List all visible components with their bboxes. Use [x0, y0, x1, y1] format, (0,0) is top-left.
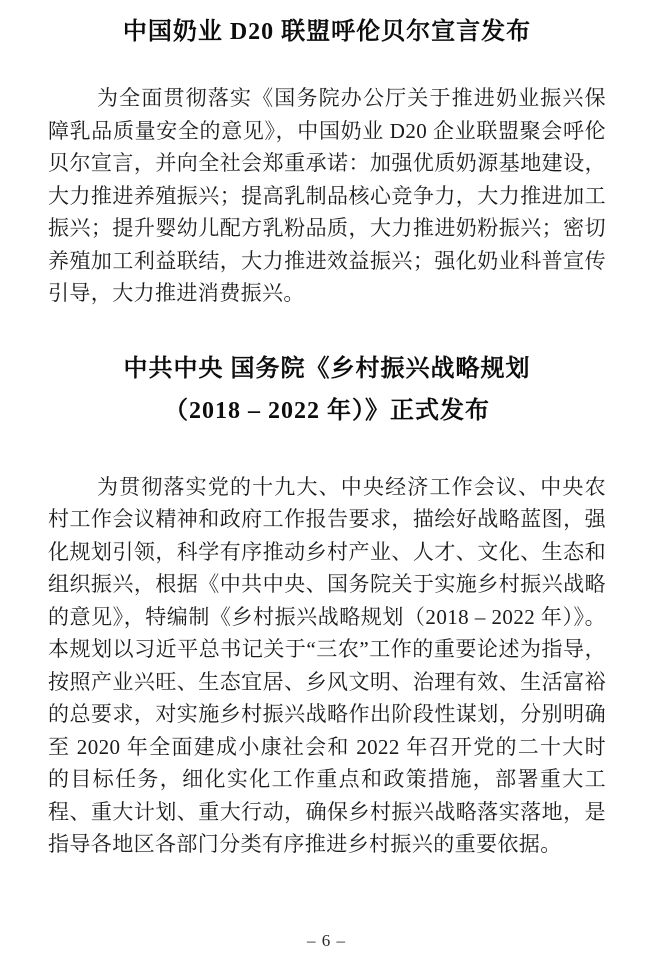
section-2-heading — [48, 348, 606, 432]
section-2-paragraph: 为贯彻落实党的十九大、中央经济工作会议、中央农村工作会议精神和政府工作报告要求，描绘好战略蓝图，强化规划引领，科学有序推动乡村产业、人才、文化、生态和组织振兴，根据《中共中央、国务院关于实施乡村振兴战略的意见》，特编制《乡村振兴战略规划（2018 – 2022 年）》。本规划以习近平总书记关于“三农”工作的重要论述为指导，按照产业兴旺、生态宜居、乡风文明、治理有效、生活富裕的总要求，对实施乡村振兴战略作出阶段性谋划，分别明确至 2020 年全面建成小康社会和 2022 年召开党的二十大时的目标任务，细化实化工作重点和政策措施，部署重大工程、重大计划、重大行动，确保乡村振兴战略落实落地，是指导各地区各部门分类有序推进乡村振兴的重要依据。 — [48, 474, 606, 856]
section-2-heading-line-2: （2018 – 2022 年）》正式发布 — [164, 397, 490, 424]
page-number: – 6 – — [307, 931, 346, 950]
section-1-paragraph: 为全面贯彻落实《国务院办公厅关于推进奶业振兴保障乳品质量安全的意见》，中国奶业 D20 企业联盟聚会呼伦贝尔宣言，并向全社会郑重承诺：加强优质奶源基地建设，大力推进养殖振兴；提高乳制品核心竞争力，大力推进加工振兴；提升婴幼儿配方乳粉品质，大力推进奶粉振兴；密切养殖加工利益联结，大力推进效益振兴；强化奶业科普宣传引导，大力推进消费振兴。 — [48, 86, 606, 305]
section-1-heading: 中国奶业 D20 联盟呼伦贝尔宣言发布 — [122, 19, 532, 45]
section-2-heading-line-1: 中共中央 国务院《乡村振兴战略规划 — [123, 355, 531, 382]
